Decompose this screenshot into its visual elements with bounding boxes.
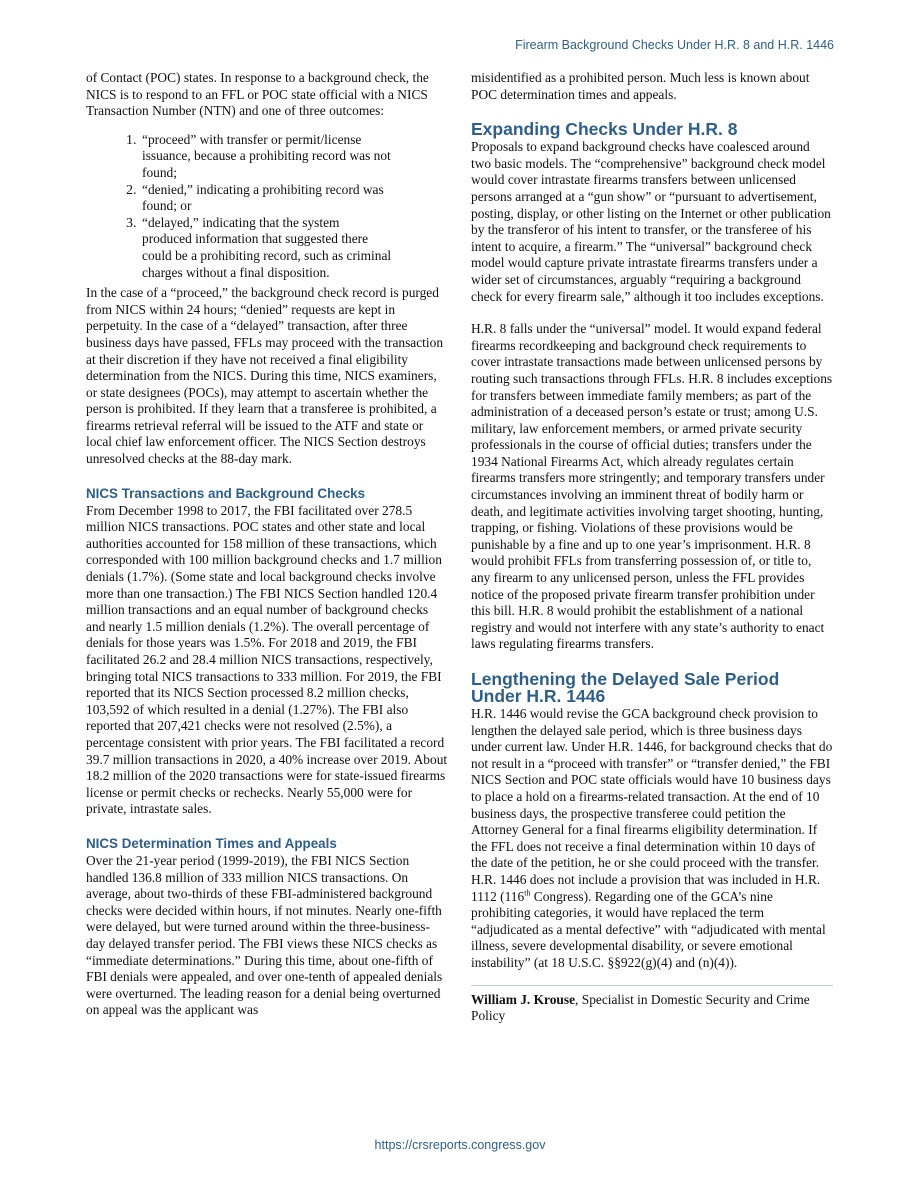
lengthening-text-b: Congress). Regarding one of the GCA’s nine prohibiting categories, it would have replaced the term “adjudicated as a mental defective” with “adjudicated with mental illness, severe developmental disability, or severe emotional instability” (at 18 U.S.C. §§922(g)(4) and (n)(4)). xyxy=(471,888,826,970)
determination-paragraph: Over the 21-year period (1999-2019), the FBI NICS Section handled 136.8 million of 333 million NICS transactions. On average, about two-thirds of these FBI-administered background checks were decided within hours, if not minutes. Nearly one-fifth were delayed, but were turned around within the three-business-day delayed transfer period. The FBI views these NICS checks as “immediate determinations.” During this time, about one-fifth of FBI denials were appealed, and over one-tenth of appealed denials were overturned. The leading reason for a denial being overturned on appeal was the applicant was xyxy=(86,852,443,1018)
heading-expanding-checks: Expanding Checks Under H.R. 8 xyxy=(471,119,738,140)
footer-url[interactable]: https://crsreports.congress.gov xyxy=(374,1138,546,1152)
author-name: William J. Krouse xyxy=(471,991,576,1007)
outcome-delayed: 3. “delayed,” indicating that the system produced information that suggested there could be a prohibiting record, such as criminal charges without a final disposition. xyxy=(140,215,392,281)
running-header: Firearm Background Checks Under H.R. 8 and H.R. 1446 xyxy=(515,38,834,52)
heading-determination-times: NICS Determination Times and Appeals xyxy=(86,835,337,851)
author-block xyxy=(471,985,833,1025)
outcomes-list xyxy=(86,132,448,281)
heading-nics-transactions: NICS Transactions and Background Checks xyxy=(86,485,366,501)
lengthening-paragraph xyxy=(471,706,833,972)
ordinal-superscript: th xyxy=(524,888,531,898)
outcome-proceed: 1. “proceed” with transfer or permit/license issuance, because a prohibiting record was not found; xyxy=(140,132,392,182)
heading-lengthening-delayed-sale: Lengthening the Delayed Sale Period Under H.R. 1446 xyxy=(471,669,780,706)
intro-paragraph: of Contact (POC) states. In response to a background check, the NICS is to respond to an FFL or POC state official with a NICS Transaction Number (NTN) and one of three outcomes: xyxy=(86,70,429,119)
right-column xyxy=(471,70,833,1025)
left-column xyxy=(86,70,448,1019)
continuation-paragraph: misidentified as a prohibited person. Much less is known about POC determination times and appeals. xyxy=(471,70,810,102)
outcome-denied: 2. “denied,” indicating a prohibiting record was found; or xyxy=(140,182,392,215)
transactions-paragraph: From December 1998 to 2017, the FBI facilitated over 278.5 million NICS transactions. POC states and other state and local authorities accounted for 158 million of these transactions, which corresponded with 100 million background checks and 1.7 million denials (1.7%). (Some state and local background checks involve more than one transaction.) The FBI NICS Section handled 120.4 million transactions and an equal number of background checks and nearly 1.5 million denials (1.2%). The overall percentage of denials for those years was 1.5%. For 2018 and 2019, the FBI facilitated 26.2 and 28.4 million NICS transactions, respectively, bringing total NICS transactions to 333 million. For 2019, the FBI reported that its NICS Section processed 8.2 million checks, 103,592 of which resulted in a denial (1.27%). The FBI also reported that 207,421 checks were not resolved (2.5%), a percentage consistent with prior years. The FBI facilitated a record 39.7 million transactions in 2020, a 40% increase over 2019. About 18.2 million of the 2020 transactions were for state-issued firearms license or permit checks or rechecks. Nearly 55,000 were for private, intrastate sales. xyxy=(86,502,448,817)
lengthening-text-a: H.R. 1446 would revise the GCA background check provision to lengthen the delayed sale period, which is three business days under current law. Under H.R. 1446, for background checks that do not result in a “proceed with transfer” or “transfer denied,” the FBI NICS Section and POC state officials would have 10 business days to place a hold on a firearms-related transaction. At the end of 10 business days, the prospective transferee could petition the Attorney General for a final firearms eligibility determination. If the FFL does not receive a final determination within 10 days of the date of the petition, he or she could proceed with the transfer. H.R. 1446 does not include a provision that was included in H.R. 1112 (116 xyxy=(471,706,833,904)
expanding-paragraph: Proposals to expand background checks have coalesced around two basic models. The “comprehensive” background check model would cover intrastate firearms transfers between unlicensed persons arranged at a “gun show” or “pursuant to advertisement, posting, display, or other listing on the Internet or other publication by the transferor of his intent to transfer, or the transferee of his intent to acquire, a firearm.” The “universal” background check model would capture private intrastate firearms transfers under a wider set of circumstances, arguably “requiring a background check for every firearm sale,” although it too includes exceptions. xyxy=(471,139,831,304)
hr8-paragraph: H.R. 8 falls under the “universal” model. It would expand federal firearms recordkeeping and background check requirements to cover intrastate transactions made between unlicensed persons by routing such transactions through FFLs. H.R. 8 includes exceptions for transfers between immediate family members; as part of the administration of a deceased person’s estate or trust; among U.S. military, law enforcement members, or armed private security professionals in the course of official duties; transfers under the 1934 National Firearms Act, which already regulates certain firearms transfers more stringently; and temporary transfers under circumstances involving an imminent threat of bodily harm or death, and legitimate activities involving target shooting, hunting, trapping, or fishing. Violations of these provisions would be punishable by a fine and up to one year’s imprisonment. H.R. 8 would prohibit FFLs from transferring possession of, or title to, any firearm to any unlicensed person, unless the FFL provides notice of the proposed private firearm transfer prohibition under this bill. H.R. 8 would prohibit the establishment of a national registry and would not interfere with any state’s authority to enact laws regulating firearms transfers. xyxy=(471,321,833,652)
author-title: , Specialist in Domestic Security and Crime Policy xyxy=(471,991,810,1024)
proceed-denied-delayed-paragraph: In the case of a “proceed,” the background check record is purged from NICS within 24 hours; “denied” requests are kept in perpetuity. In the case of a “delayed” transaction, after three business days have passed, FFLs may proceed with the transaction at their discretion if they have not received a final eligibility determination from the NICS. During this time, NICS examiners, or state designees (POCs), may attempt to ascertain whether the person is prohibited. If they learn that a transferee is prohibited, a firearms retrieval referral will be issued to the ATF and state or local chief law enforcement officer. The NICS Section destroys unresolved checks at the 88-day mark. xyxy=(86,285,444,467)
